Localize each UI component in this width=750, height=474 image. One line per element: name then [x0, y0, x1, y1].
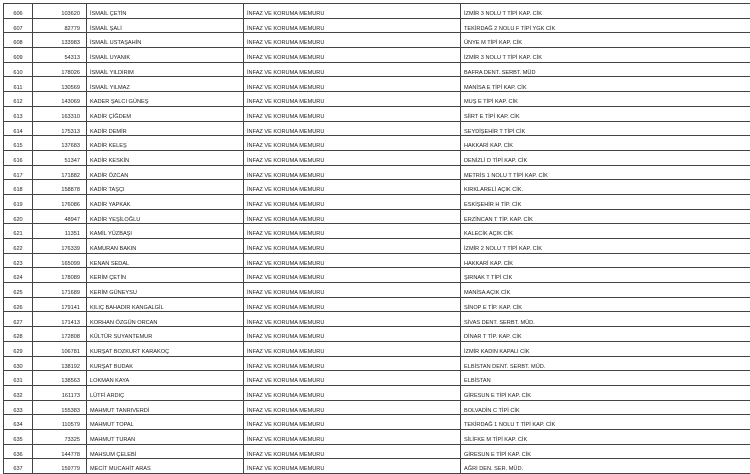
- job-title-cell: İNFAZ VE KORUMA MEMURU: [244, 268, 461, 283]
- table-row: [4, 459, 750, 474]
- institution-cell: İZMİR 3 NOLU T TİPİ KAP. CİK: [461, 4, 750, 19]
- registry-number-cell: 171413: [33, 312, 87, 327]
- full-name-cell: KERİM GÜNEYSU: [87, 283, 244, 298]
- registry-number-cell: 110579: [33, 415, 87, 430]
- registry-number-cell: 159779: [33, 459, 87, 474]
- table-row: [4, 341, 750, 356]
- row-number-cell: 613: [4, 106, 33, 121]
- registry-number-cell: 133983: [33, 33, 87, 48]
- job-title-cell: İNFAZ VE KORUMA MEMURU: [244, 121, 461, 136]
- row-number-cell: 623: [4, 253, 33, 268]
- row-number-cell: 618: [4, 180, 33, 195]
- job-title-cell: İNFAZ VE KORUMA MEMURU: [244, 356, 461, 371]
- table-row: [4, 121, 750, 136]
- row-number-cell: 619: [4, 194, 33, 209]
- institution-cell: ÜNYE M TİPİ KAP. CİK: [461, 33, 750, 48]
- registry-number-cell: 163310: [33, 106, 87, 121]
- job-title-cell: İNFAZ VE KORUMA MEMURU: [244, 327, 461, 342]
- institution-cell: İZMİR 3 NOLU T TİPİ KAP. CİK: [461, 48, 750, 63]
- row-number-cell: 614: [4, 121, 33, 136]
- full-name-cell: KADİR ÖZCAN: [87, 165, 244, 180]
- institution-cell: METRİS 1 NOLU T TİPİ KAP. CİK: [461, 165, 750, 180]
- registry-number-cell: 11351: [33, 224, 87, 239]
- registry-number-cell: 130569: [33, 77, 87, 92]
- full-name-cell: KADİR KESKİN: [87, 150, 244, 165]
- registry-number-cell: 155383: [33, 400, 87, 415]
- institution-cell: DENİZLİ D TİPİ KAP. CİK: [461, 150, 750, 165]
- institution-cell: ŞIRNAK T TİPİ CİK: [461, 268, 750, 283]
- table-row: [4, 371, 750, 386]
- table-row: [4, 4, 750, 19]
- table-row: [4, 136, 750, 151]
- row-number-cell: 610: [4, 62, 33, 77]
- table-row: [4, 33, 750, 48]
- table-row: [4, 327, 750, 342]
- registry-number-cell: 138192: [33, 356, 87, 371]
- registry-number-cell: 158878: [33, 180, 87, 195]
- registry-number-cell: 178026: [33, 62, 87, 77]
- institution-cell: KIRKLARELİ AÇIK CİK.: [461, 180, 750, 195]
- row-number-cell: 629: [4, 341, 33, 356]
- job-title-cell: İNFAZ VE KORUMA MEMURU: [244, 239, 461, 254]
- row-number-cell: 628: [4, 327, 33, 342]
- full-name-cell: İSMAİL ÇETİN: [87, 4, 244, 19]
- row-number-cell: 622: [4, 239, 33, 254]
- full-name-cell: KADİR ÇİĞDEM: [87, 106, 244, 121]
- full-name-cell: İSMAİL UYANIK: [87, 48, 244, 63]
- registry-number-cell: 176086: [33, 194, 87, 209]
- job-title-cell: İNFAZ VE KORUMA MEMURU: [244, 180, 461, 195]
- table-row: [4, 62, 750, 77]
- institution-cell: ERZİNCAN T TİP. KAP. CİK: [461, 209, 750, 224]
- job-title-cell: İNFAZ VE KORUMA MEMURU: [244, 415, 461, 430]
- job-title-cell: İNFAZ VE KORUMA MEMURU: [244, 165, 461, 180]
- row-number-cell: 634: [4, 415, 33, 430]
- registry-number-cell: 54313: [33, 48, 87, 63]
- institution-cell: MUŞ E TİPİ KAP. CİK: [461, 92, 750, 107]
- job-title-cell: İNFAZ VE KORUMA MEMURU: [244, 385, 461, 400]
- institution-cell: MANİSA E TİPİ KAP. CİK: [461, 77, 750, 92]
- full-name-cell: LOKMAN KAYA: [87, 371, 244, 386]
- row-number-cell: 608: [4, 33, 33, 48]
- job-title-cell: İNFAZ VE KORUMA MEMURU: [244, 371, 461, 386]
- job-title-cell: İNFAZ VE KORUMA MEMURU: [244, 18, 461, 33]
- job-title-cell: İNFAZ VE KORUMA MEMURU: [244, 4, 461, 19]
- full-name-cell: LÜTFİ ARDIÇ: [87, 385, 244, 400]
- job-title-cell: İNFAZ VE KORUMA MEMURU: [244, 92, 461, 107]
- row-number-cell: 632: [4, 385, 33, 400]
- row-number-cell: 607: [4, 18, 33, 33]
- job-title-cell: İNFAZ VE KORUMA MEMURU: [244, 312, 461, 327]
- registry-number-cell: 103620: [33, 4, 87, 19]
- registry-number-cell: 175313: [33, 121, 87, 136]
- full-name-cell: KADİR YAPKAK: [87, 194, 244, 209]
- table-row: [4, 400, 750, 415]
- row-number-cell: 620: [4, 209, 33, 224]
- job-title-cell: İNFAZ VE KORUMA MEMURU: [244, 209, 461, 224]
- institution-cell: SEYDİŞEHİR T TİPİ CİK: [461, 121, 750, 136]
- full-name-cell: KORHAN ÖZGÜN ORCAN: [87, 312, 244, 327]
- institution-cell: MANİSA AÇIK CİK: [461, 283, 750, 298]
- registry-number-cell: 143069: [33, 92, 87, 107]
- row-number-cell: 630: [4, 356, 33, 371]
- row-number-cell: 609: [4, 48, 33, 63]
- registry-number-cell: 73325: [33, 429, 87, 444]
- registry-number-cell: 179141: [33, 297, 87, 312]
- job-title-cell: İNFAZ VE KORUMA MEMURU: [244, 400, 461, 415]
- job-title-cell: İNFAZ VE KORUMA MEMURU: [244, 77, 461, 92]
- row-number-cell: 627: [4, 312, 33, 327]
- full-name-cell: KADİR DEMİR: [87, 121, 244, 136]
- full-name-cell: KADİR YEŞİLOĞLU: [87, 209, 244, 224]
- table-row: [4, 268, 750, 283]
- registry-number-cell: 171882: [33, 165, 87, 180]
- row-number-cell: 616: [4, 150, 33, 165]
- table-row: [4, 312, 750, 327]
- job-title-cell: İNFAZ VE KORUMA MEMURU: [244, 253, 461, 268]
- full-name-cell: KADER ŞALCI GÜNEŞ: [87, 92, 244, 107]
- registry-number-cell: 48947: [33, 209, 87, 224]
- full-name-cell: KURŞAT BOZKURT KARAKOÇ: [87, 341, 244, 356]
- table-row: [4, 385, 750, 400]
- registry-number-cell: 171689: [33, 283, 87, 298]
- row-number-cell: 635: [4, 429, 33, 444]
- registry-number-cell: 176339: [33, 239, 87, 254]
- full-name-cell: KERİM ÇETİN: [87, 268, 244, 283]
- institution-cell: ELBİSTAN DENT. SERBT. MÜD.: [461, 356, 750, 371]
- institution-cell: BOLVADİN C TİPİ CİK: [461, 400, 750, 415]
- full-name-cell: KADİR TAŞÇI: [87, 180, 244, 195]
- registry-number-cell: 178089: [33, 268, 87, 283]
- full-name-cell: KAMURAN BAKIN: [87, 239, 244, 254]
- registry-number-cell: 82779: [33, 18, 87, 33]
- row-number-cell: 615: [4, 136, 33, 151]
- document-page: [3, 3, 747, 474]
- table-row: [4, 106, 750, 121]
- full-name-cell: KÜLTÜR SUYANTEMUR: [87, 327, 244, 342]
- job-title-cell: İNFAZ VE KORUMA MEMURU: [244, 106, 461, 121]
- job-title-cell: İNFAZ VE KORUMA MEMURU: [244, 429, 461, 444]
- institution-cell: AĞRI DEN. SER. MÜD.: [461, 459, 750, 474]
- registry-number-cell: 144778: [33, 444, 87, 459]
- row-number-cell: 636: [4, 444, 33, 459]
- table-row: [4, 180, 750, 195]
- table-body: [4, 4, 750, 474]
- full-name-cell: İSMAİL USTAŞAHİN: [87, 33, 244, 48]
- job-title-cell: İNFAZ VE KORUMA MEMURU: [244, 150, 461, 165]
- institution-cell: ESKİŞEHİR H TİP. CİK: [461, 194, 750, 209]
- institution-cell: TEKİRDAĞ 1 NOLU T TİPİ KAP. CİK: [461, 415, 750, 430]
- table-row: [4, 415, 750, 430]
- registry-number-cell: 172808: [33, 327, 87, 342]
- institution-cell: HAKKARİ KAP. CİK: [461, 136, 750, 151]
- full-name-cell: KILIÇ BAHADIR KANGALGİL: [87, 297, 244, 312]
- job-title-cell: İNFAZ VE KORUMA MEMURU: [244, 283, 461, 298]
- job-title-cell: İNFAZ VE KORUMA MEMURU: [244, 297, 461, 312]
- full-name-cell: MAHSUM ÇELEBİ: [87, 444, 244, 459]
- institution-cell: ELBİSTAN: [461, 371, 750, 386]
- job-title-cell: İNFAZ VE KORUMA MEMURU: [244, 33, 461, 48]
- row-number-cell: 626: [4, 297, 33, 312]
- table-row: [4, 194, 750, 209]
- job-title-cell: İNFAZ VE KORUMA MEMURU: [244, 459, 461, 474]
- table-row: [4, 283, 750, 298]
- row-number-cell: 633: [4, 400, 33, 415]
- row-number-cell: 606: [4, 4, 33, 19]
- institution-cell: İZMİR KADIN KAPALI CİK: [461, 341, 750, 356]
- row-number-cell: 621: [4, 224, 33, 239]
- institution-cell: SİLİFKE M TİPİ KAP. CİK: [461, 429, 750, 444]
- institution-cell: TEKİRDAĞ 2 NOLU F TİPİ YGK CİK: [461, 18, 750, 33]
- table-row: [4, 18, 750, 33]
- institution-cell: GİRESUN E TİPİ KAP. CİK: [461, 385, 750, 400]
- job-title-cell: İNFAZ VE KORUMA MEMURU: [244, 224, 461, 239]
- job-title-cell: İNFAZ VE KORUMA MEMURU: [244, 48, 461, 63]
- table-row: [4, 165, 750, 180]
- institution-cell: DİNAR T TİP. KAP. CİK: [461, 327, 750, 342]
- personnel-table: [3, 3, 750, 474]
- row-number-cell: 617: [4, 165, 33, 180]
- table-row: [4, 224, 750, 239]
- table-row: [4, 77, 750, 92]
- institution-cell: KALECİK AÇIK CİK: [461, 224, 750, 239]
- registry-number-cell: 165099: [33, 253, 87, 268]
- job-title-cell: İNFAZ VE KORUMA MEMURU: [244, 194, 461, 209]
- full-name-cell: KURŞAT BUDAK: [87, 356, 244, 371]
- table-row: [4, 429, 750, 444]
- institution-cell: SİİRT E TİPİ KAP. CİK: [461, 106, 750, 121]
- job-title-cell: İNFAZ VE KORUMA MEMURU: [244, 62, 461, 77]
- row-number-cell: 624: [4, 268, 33, 283]
- institution-cell: GİRESUN E TİPİ KAP. CİK: [461, 444, 750, 459]
- table-row: [4, 253, 750, 268]
- full-name-cell: MAHMUT TURAN: [87, 429, 244, 444]
- institution-cell: SİVAS DENT. SERBT. MÜD.: [461, 312, 750, 327]
- registry-number-cell: 106781: [33, 341, 87, 356]
- full-name-cell: İSMAİL YILDIRIM: [87, 62, 244, 77]
- row-number-cell: 631: [4, 371, 33, 386]
- table-row: [4, 48, 750, 63]
- table-row: [4, 297, 750, 312]
- registry-number-cell: 161173: [33, 385, 87, 400]
- full-name-cell: KAMİL YÜZBAŞI: [87, 224, 244, 239]
- full-name-cell: MAHMUT TOPAL: [87, 415, 244, 430]
- registry-number-cell: 138563: [33, 371, 87, 386]
- table-row: [4, 239, 750, 254]
- full-name-cell: KADİR KELEŞ: [87, 136, 244, 151]
- full-name-cell: MAHMUT TANRIVERDİ: [87, 400, 244, 415]
- table-row: [4, 444, 750, 459]
- institution-cell: SİNOP E TİP. KAP. CİK: [461, 297, 750, 312]
- table-row: [4, 209, 750, 224]
- table-row: [4, 150, 750, 165]
- table-row: [4, 92, 750, 107]
- job-title-cell: İNFAZ VE KORUMA MEMURU: [244, 341, 461, 356]
- registry-number-cell: 137683: [33, 136, 87, 151]
- institution-cell: BAFRA DENT. SERBT. MÜD: [461, 62, 750, 77]
- full-name-cell: MECİT MUCAHİT ARAS: [87, 459, 244, 474]
- row-number-cell: 637: [4, 459, 33, 474]
- full-name-cell: İSMAİL YILMAZ: [87, 77, 244, 92]
- registry-number-cell: 51347: [33, 150, 87, 165]
- row-number-cell: 625: [4, 283, 33, 298]
- full-name-cell: İSMAİL ŞALİ: [87, 18, 244, 33]
- job-title-cell: İNFAZ VE KORUMA MEMURU: [244, 444, 461, 459]
- table-row: [4, 356, 750, 371]
- institution-cell: İZMİR 2 NOLU T TİPİ KAP. CİK: [461, 239, 750, 254]
- institution-cell: HAKKARİ KAP. CİK: [461, 253, 750, 268]
- full-name-cell: KENAN SEDAL: [87, 253, 244, 268]
- row-number-cell: 612: [4, 92, 33, 107]
- row-number-cell: 611: [4, 77, 33, 92]
- job-title-cell: İNFAZ VE KORUMA MEMURU: [244, 136, 461, 151]
